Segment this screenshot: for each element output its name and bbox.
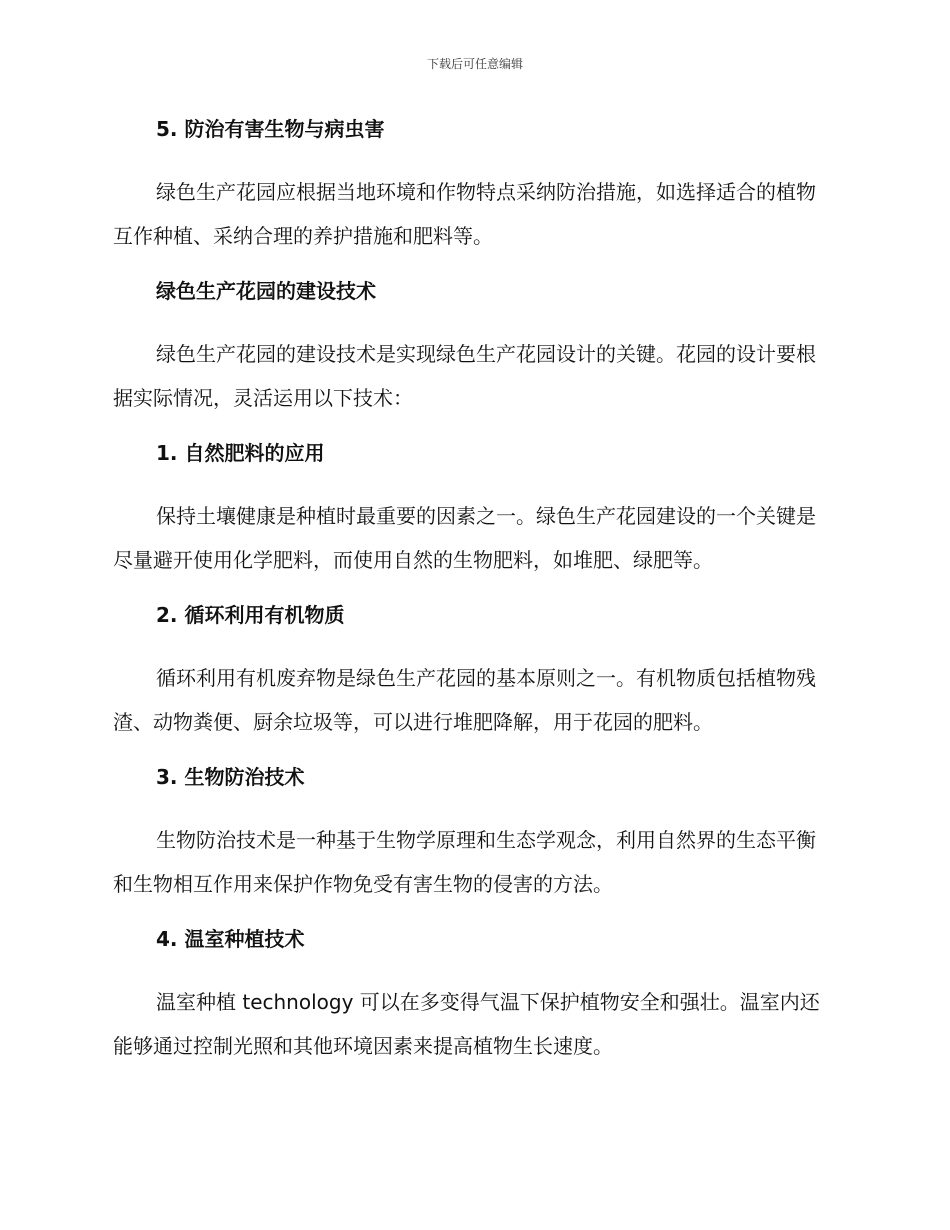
document-body bbox=[113, 112, 835, 1068]
section-paragraph-organic-recycling: 循环利用有机废弃物是绿色生产花园的基本原则之一。有机物质包括植物残渣、动物粪便、厨余垃圾等，可以进行堆肥降解，用于花园的肥料。 bbox=[113, 666, 816, 734]
page-header: 下载后可任意编辑 bbox=[426, 57, 523, 71]
section-paragraph-construction-tech: 绿色生产花园的建设技术是实现绿色生产花园设计的关键。花园的设计要根据实际情况，灵活运用以下技术： bbox=[113, 342, 816, 410]
section-heading-pest-control: 5. 防治有害生物与病虫害 bbox=[156, 117, 385, 141]
section-paragraph-pest-control: 绿色生产花园应根据当地环境和作物特点采纳防治措施，如选择适合的植物互作种植、采纳合理的养护措施和肥料等。 bbox=[113, 180, 816, 248]
section-paragraph-greenhouse: 温室种植 technology 可以在多变得气温下保护植物安全和强壮。温室内还能够通过控制光照和其他环境因素来提高植物生长速度。 bbox=[113, 990, 820, 1058]
section-heading-natural-fertilizer: 1. 自然肥料的应用 bbox=[156, 441, 325, 465]
section-heading-construction-tech: 绿色生产花园的建设技术 bbox=[156, 279, 376, 303]
section-paragraph-natural-fertilizer: 保持土壤健康是种植时最重要的因素之一。绿色生产花园建设的一个关键是尽量避开使用化学肥料，而使用自然的生物肥料，如堆肥、绿肥等。 bbox=[113, 504, 816, 572]
section-paragraph-biological-control: 生物防治技术是一种基于生物学原理和生态学观念，利用自然界的生态平衡和生物相互作用来保护作物免受有害生物的侵害的方法。 bbox=[113, 828, 816, 896]
section-heading-organic-recycling: 2. 循环利用有机物质 bbox=[156, 603, 345, 627]
section-heading-greenhouse: 4. 温室种植技术 bbox=[156, 927, 305, 951]
section-heading-biological-control: 3. 生物防治技术 bbox=[156, 765, 305, 789]
